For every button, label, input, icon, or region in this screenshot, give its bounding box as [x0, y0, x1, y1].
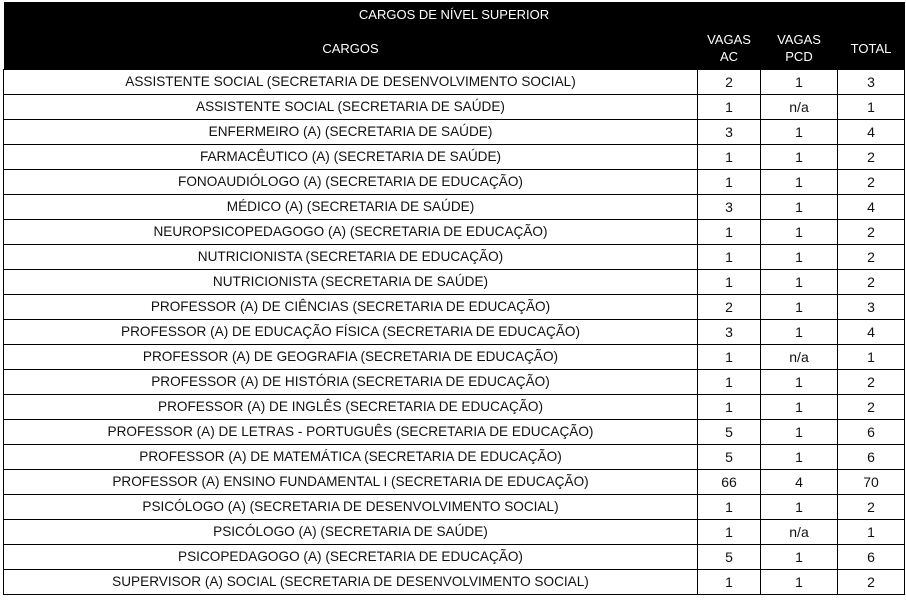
cell-total: 6 — [838, 420, 905, 445]
cell-vagas-ac: 1 — [698, 370, 761, 395]
cell-cargo: NUTRICIONISTA (SECRETARIA DE EDUCAÇÃO) — [4, 245, 698, 270]
cell-vagas-pcd: 1 — [761, 70, 838, 95]
table-row — [4, 545, 905, 570]
cell-total: 6 — [838, 445, 905, 470]
cell-total: 2 — [838, 370, 905, 395]
cell-vagas-ac: 1 — [698, 245, 761, 270]
cell-vagas-ac: 1 — [698, 220, 761, 245]
cell-cargo: PROFESSOR (A) DE EDUCAÇÃO FÍSICA (SECRETARIA DE EDUCAÇÃO) — [4, 320, 698, 345]
cell-cargo: PSICÓLOGO (A) (SECRETARIA DE SAÚDE) — [4, 520, 698, 545]
cell-vagas-pcd: n/a — [761, 95, 838, 120]
cell-vagas-ac: 5 — [698, 445, 761, 470]
table-row — [4, 345, 905, 370]
table-row — [4, 470, 905, 495]
cell-total: 6 — [838, 545, 905, 570]
cell-vagas-ac: 1 — [698, 145, 761, 170]
cell-total: 2 — [838, 395, 905, 420]
cell-cargo: PROFESSOR (A) DE INGLÊS (SECRETARIA DE EDUCAÇÃO) — [4, 395, 698, 420]
cell-vagas-pcd: 1 — [761, 495, 838, 520]
column-header-vagas-pcd-line2: PCD — [785, 49, 813, 64]
cell-cargo: PROFESSOR (A) DE LETRAS - PORTUGUÊS (SECRETARIA DE EDUCAÇÃO) — [4, 420, 698, 445]
cell-cargo: FARMACÊUTICO (A) (SECRETARIA DE SAÚDE) — [4, 145, 698, 170]
cell-vagas-pcd: 1 — [761, 420, 838, 445]
cell-total: 4 — [838, 195, 905, 220]
cell-vagas-ac: 3 — [698, 320, 761, 345]
cell-vagas-pcd: n/a — [761, 345, 838, 370]
table-row — [4, 495, 905, 520]
cell-vagas-pcd: 1 — [761, 170, 838, 195]
cell-cargo: ASSISTENTE SOCIAL (SECRETARIA DE DESENVOLVIMENTO SOCIAL) — [4, 70, 698, 95]
cell-total: 2 — [838, 220, 905, 245]
cell-total: 2 — [838, 495, 905, 520]
cell-total: 1 — [838, 520, 905, 545]
cell-vagas-ac: 1 — [698, 570, 761, 595]
table-header — [4, 2, 905, 70]
cell-cargo: SUPERVISOR (A) SOCIAL (SECRETARIA DE DESENVOLVIMENTO SOCIAL) — [4, 570, 698, 595]
cell-vagas-ac: 3 — [698, 120, 761, 145]
column-header-total — [838, 27, 905, 70]
cell-cargo: NEUROPSICOPEDAGOGO (A) (SECRETARIA DE EDUCAÇÃO) — [4, 220, 698, 245]
table-row — [4, 520, 905, 545]
column-header-vagas-pcd — [761, 27, 838, 70]
column-header-vagas-ac — [698, 27, 761, 70]
cell-total: 2 — [838, 270, 905, 295]
table-row — [4, 245, 905, 270]
column-header-vagas-ac-line1: VAGAS — [707, 32, 751, 47]
table-row — [4, 70, 905, 95]
cell-vagas-ac: 1 — [698, 395, 761, 420]
column-header-total-label: TOTAL — [850, 40, 892, 56]
cell-vagas-pcd: 1 — [761, 120, 838, 145]
cell-cargo: ENFERMEIRO (A) (SECRETARIA DE SAÚDE) — [4, 120, 698, 145]
cell-cargo: PSICÓLOGO (A) (SECRETARIA DE DESENVOLVIMENTO SOCIAL) — [4, 495, 698, 520]
table-row — [4, 570, 905, 595]
table-row — [4, 270, 905, 295]
cell-vagas-pcd: 1 — [761, 220, 838, 245]
column-header-row — [4, 27, 905, 70]
cell-vagas-ac: 1 — [698, 520, 761, 545]
vacancies-table-container — [3, 2, 904, 595]
cell-vagas-pcd: 1 — [761, 545, 838, 570]
table-row — [4, 395, 905, 420]
cell-vagas-pcd: 4 — [761, 470, 838, 495]
cell-vagas-pcd: 1 — [761, 270, 838, 295]
table-row — [4, 370, 905, 395]
cell-total: 1 — [838, 95, 905, 120]
table-row — [4, 95, 905, 120]
cell-vagas-ac: 5 — [698, 420, 761, 445]
cell-vagas-ac: 5 — [698, 545, 761, 570]
table-row — [4, 195, 905, 220]
table-title: CARGOS DE NÍVEL SUPERIOR — [4, 2, 905, 27]
cell-total: 3 — [838, 295, 905, 320]
cell-total: 3 — [838, 70, 905, 95]
table-row — [4, 295, 905, 320]
column-header-cargos-label: CARGOS — [322, 40, 379, 56]
cell-vagas-ac: 3 — [698, 195, 761, 220]
cell-vagas-pcd: 1 — [761, 395, 838, 420]
cell-cargo: PROFESSOR (A) DE CIÊNCIAS (SECRETARIA DE EDUCAÇÃO) — [4, 295, 698, 320]
cell-vagas-ac: 1 — [698, 170, 761, 195]
cell-vagas-pcd: n/a — [761, 520, 838, 545]
table-row — [4, 320, 905, 345]
cell-total: 2 — [838, 245, 905, 270]
table-title-row — [4, 2, 905, 27]
column-header-cargos — [4, 27, 698, 70]
cell-vagas-ac: 1 — [698, 495, 761, 520]
cell-vagas-pcd: 1 — [761, 320, 838, 345]
cell-cargo: MÉDICO (A) (SECRETARIA DE SAÚDE) — [4, 195, 698, 220]
cell-vagas-ac: 1 — [698, 270, 761, 295]
cell-vagas-pcd: 1 — [761, 570, 838, 595]
cell-total: 2 — [838, 170, 905, 195]
cell-vagas-ac: 1 — [698, 95, 761, 120]
cell-vagas-pcd: 1 — [761, 245, 838, 270]
cell-cargo: PROFESSOR (A) ENSINO FUNDAMENTAL I (SECRETARIA DE EDUCAÇÃO) — [4, 470, 698, 495]
cell-vagas-pcd: 1 — [761, 445, 838, 470]
cell-total: 4 — [838, 320, 905, 345]
cell-total: 1 — [838, 345, 905, 370]
cell-cargo: PROFESSOR (A) DE HISTÓRIA (SECRETARIA DE EDUCAÇÃO) — [4, 370, 698, 395]
cell-total: 70 — [838, 470, 905, 495]
table-body — [4, 70, 905, 595]
vacancies-table — [3, 2, 905, 595]
cell-total: 4 — [838, 120, 905, 145]
cell-cargo: NUTRICIONISTA (SECRETARIA DE SAÚDE) — [4, 270, 698, 295]
cell-cargo: PROFESSOR (A) DE GEOGRAFIA (SECRETARIA DE EDUCAÇÃO) — [4, 345, 698, 370]
table-row — [4, 220, 905, 245]
table-row — [4, 145, 905, 170]
table-row — [4, 170, 905, 195]
cell-vagas-pcd: 1 — [761, 370, 838, 395]
cell-total: 2 — [838, 570, 905, 595]
cell-vagas-ac: 2 — [698, 295, 761, 320]
column-header-vagas-ac-line2: AC — [719, 49, 739, 64]
cell-cargo: PSICOPEDAGOGO (A) (SECRETARIA DE EDUCAÇÃO) — [4, 545, 698, 570]
cell-vagas-ac: 2 — [698, 70, 761, 95]
table-row — [4, 420, 905, 445]
cell-cargo: ASSISTENTE SOCIAL (SECRETARIA DE SAÚDE) — [4, 95, 698, 120]
cell-vagas-ac: 66 — [698, 470, 761, 495]
table-row — [4, 120, 905, 145]
table-row — [4, 445, 905, 470]
cell-vagas-pcd: 1 — [761, 195, 838, 220]
cell-vagas-pcd: 1 — [761, 295, 838, 320]
cell-total: 2 — [838, 145, 905, 170]
cell-vagas-ac: 1 — [698, 345, 761, 370]
cell-vagas-pcd: 1 — [761, 145, 838, 170]
column-header-vagas-pcd-line1: VAGAS — [777, 32, 821, 47]
cell-cargo: PROFESSOR (A) DE MATEMÁTICA (SECRETARIA DE EDUCAÇÃO) — [4, 445, 698, 470]
cell-cargo: FONOAUDIÓLOGO (A) (SECRETARIA DE EDUCAÇÃO) — [4, 170, 698, 195]
